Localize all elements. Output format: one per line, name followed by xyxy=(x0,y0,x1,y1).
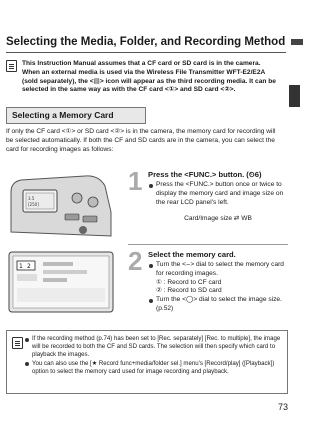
chapter-tab xyxy=(289,85,300,107)
title-bar-icon xyxy=(291,39,303,45)
note-bullet: If the recording method (p.74) has been set to [Rec. separately] [Rec. to multiple], the image will be recorded to both the CF and SD cards. The selection will then specify which card to playback the images. xyxy=(24,335,282,360)
svg-text:1: 1 xyxy=(19,263,23,270)
page-title-text: Selecting the Media, Folder, and Recording Method xyxy=(6,36,286,48)
step-divider xyxy=(128,244,288,245)
option-cf: ① : Record to CF card xyxy=(156,278,222,286)
svg-text:3.5: 3.5 xyxy=(28,196,35,201)
step-title: Select the memory card. xyxy=(148,250,236,259)
intro-note-text: This Instruction Manual assumes that a CF card or SD card is in the camera. When an external media is used via the Wireless File Transmitter WFT-E2/E2A (sold separately), the <▤> icon will appear as the third recording media. It can be selected in the same way as with the CF card <①> and SD card <②>. xyxy=(22,60,276,94)
step-1 xyxy=(128,166,288,223)
page-number: 73 xyxy=(277,402,288,412)
bottom-note xyxy=(6,330,288,394)
step-number: 2 xyxy=(128,246,143,276)
step-bullet: Press the <FUNC.> button once or twice to display the memory card and image size on the rear LCD panel's left. xyxy=(148,181,288,207)
step-bullet: Turn the <⌢> dial to select the memory card for recording images. xyxy=(148,261,288,279)
svg-text:[250]: [250] xyxy=(28,202,39,207)
step-bullet: Turn the <◯> dial to select the image size. (p.52) xyxy=(148,296,288,314)
svg-text:2: 2 xyxy=(27,263,31,270)
intro-paragraph: If only the CF card <①> or SD card <②> is in the camera, the memory card for recording will be selected automatically. If both the CF and SD cards are in the camera, you can select the card for recording images as follows: xyxy=(6,128,276,153)
note-icon xyxy=(6,60,17,72)
note-icon xyxy=(12,337,23,349)
note-bullet: You can also use the [★ Record func+media/folder sel.] menu's [Record/play] ([Playback]) option to select the memory card used for image recording and playback. xyxy=(24,360,282,376)
option-sd: ② : Record to SD card xyxy=(156,287,222,295)
page-title xyxy=(6,36,286,53)
section-heading: Selecting a Memory Card xyxy=(6,107,146,124)
step-center-line: Card/Image size ⇄ WB xyxy=(184,215,252,223)
camera-top-illustration xyxy=(7,172,115,242)
step-number: 1 xyxy=(128,166,143,196)
step-2 xyxy=(128,246,288,314)
intro-note xyxy=(6,60,276,95)
lcd-panel-illustration xyxy=(7,248,115,316)
step-title: Press the <FUNC.> button. (⏲6) xyxy=(148,170,262,179)
